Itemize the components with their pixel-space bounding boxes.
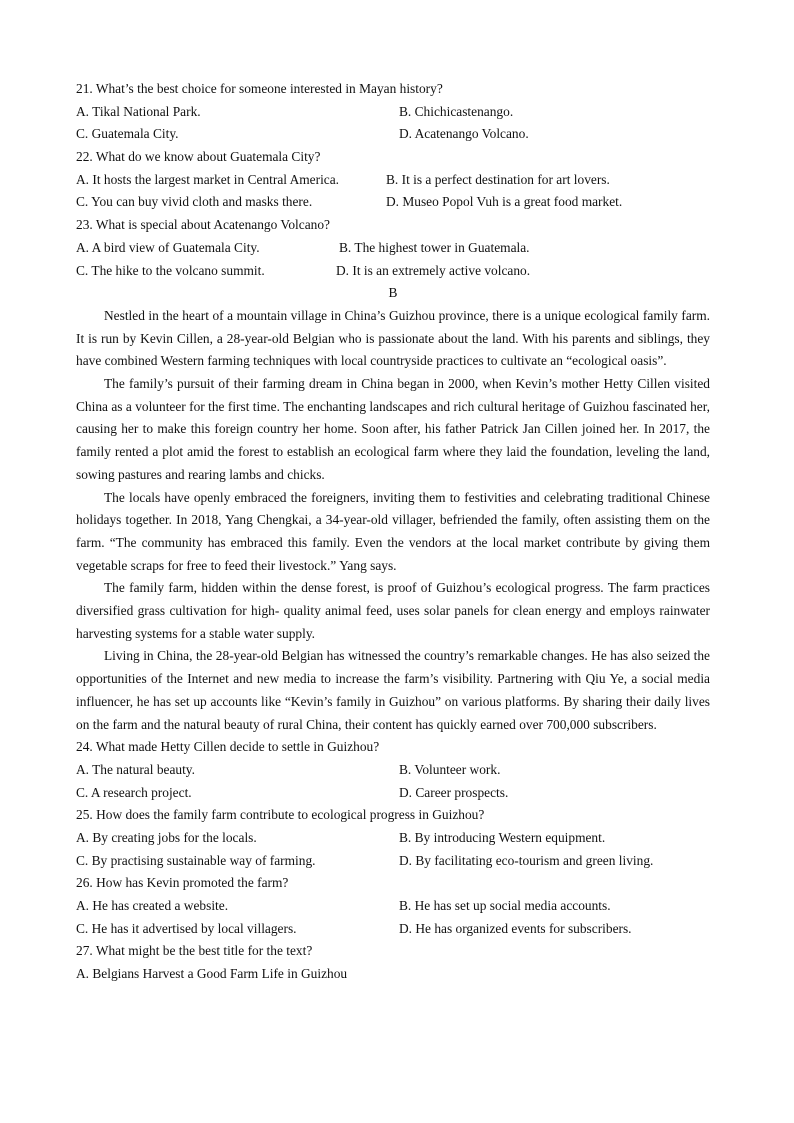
- question-22-options-row-2: [76, 191, 710, 214]
- question-26-stem: 26. How has Kevin promoted the farm?: [76, 875, 289, 891]
- q24-option-c[interactable]: C. A research project.: [76, 784, 192, 800]
- question-25-options-row-1: [76, 827, 710, 850]
- paragraph-text: The family farm, hidden within the dense forest, is proof of Guizhou’s ecological progress. The farm practices diversified grass cultivation for high- quality animal feed, uses solar panels for clean energy and employs rainwater harvesting systems for a stable water supply.: [76, 580, 710, 641]
- q27-option-a[interactable]: A. Belgians Harvest a Good Farm Life in Guizhou: [76, 966, 348, 982]
- q22-option-a[interactable]: A. It hosts the largest market in Central America.: [76, 171, 340, 187]
- question-25-options-row-2: [76, 850, 710, 873]
- q25-option-d[interactable]: D. By facilitating eco-tourism and green living.: [399, 852, 654, 868]
- question-24-stem: 24. What made Hetty Cillen decide to settle in Guizhou?: [76, 739, 380, 755]
- q26-option-a[interactable]: A. He has created a website.: [76, 898, 229, 914]
- passage-paragraph: [76, 305, 710, 373]
- question-22-options-row-1: [76, 169, 710, 192]
- q24-option-a[interactable]: A. The natural beauty.: [76, 761, 195, 777]
- q21-option-c[interactable]: C. Guatemala City.: [76, 126, 179, 142]
- question-23-options-row-1: [76, 237, 710, 260]
- q24-option-b[interactable]: B. Volunteer work.: [399, 761, 501, 777]
- q25-option-c[interactable]: C. By practising sustainable way of farming.: [76, 852, 316, 868]
- paragraph-text: The locals have openly embraced the foreigners, inviting them to festivities and celebrating traditional Chinese holidays together. In 2018, Yang Chengkai, a 34-year-old villager, befriended the family, often assisting them on the farm. “The community has embraced this family. Even the vendors at the local market contribute by giving them vegetable scraps for free to feed their livestock.” Yang says.: [76, 489, 710, 573]
- q23-option-a[interactable]: A. A bird view of Guatemala City.: [76, 239, 260, 255]
- question-24-options-row-2: [76, 782, 710, 805]
- q21-option-b[interactable]: B. Chichicastenango.: [399, 103, 514, 119]
- question-27-options-row-1: [76, 963, 710, 986]
- question-24-options-row-1: [76, 759, 710, 782]
- passage-paragraph: [76, 487, 710, 578]
- question-21-stem: 21. What’s the best choice for someone interested in Mayan history?: [76, 81, 443, 96]
- question-23-options-row-2: [76, 260, 710, 283]
- paragraph-text: Living in China, the 28-year-old Belgian has witnessed the country’s remarkable changes. He has also seized the opportunities of the Internet and new media to increase the farm’s visibility. Partnering with Qiu Ye, a social media influencer, he has set up accounts like “Kevin’s family in Guizhou” on various platforms. By sharing their daily lives on the farm and the natural beauty of rural China, their content has quickly earned over 700,000 subscribers.: [76, 648, 710, 732]
- q21-option-d[interactable]: D. Acatenango Volcano.: [399, 126, 529, 142]
- section-b-heading: B: [388, 285, 398, 301]
- q22-option-b[interactable]: B. It is a perfect destination for art lovers.: [386, 171, 610, 187]
- question-25-stem: 25. How does the family farm contribute to ecological progress in Guizhou?: [76, 807, 485, 823]
- question-21-options-row-1: [76, 101, 710, 124]
- q26-option-b[interactable]: B. He has set up social media accounts.: [399, 898, 611, 914]
- q23-option-d[interactable]: D. It is an extremely active volcano.: [336, 262, 531, 278]
- q24-option-d[interactable]: D. Career prospects.: [399, 784, 509, 800]
- q23-option-b[interactable]: B. The highest tower in Guatemala.: [339, 239, 530, 255]
- passage-paragraph: [76, 373, 710, 487]
- q26-option-c[interactable]: C. He has it advertised by local villagers.: [76, 920, 297, 936]
- question-21-options-row-2: [76, 123, 710, 146]
- exam-page: [76, 78, 710, 986]
- q22-option-d[interactable]: D. Museo Popol Vuh is a great food market.: [386, 194, 623, 210]
- q26-option-d[interactable]: D. He has organized events for subscribers.: [399, 920, 632, 936]
- q25-option-b[interactable]: B. By introducing Western equipment.: [399, 829, 606, 845]
- question-27-stem: 27. What might be the best title for the text?: [76, 943, 313, 959]
- paragraph-text: The family’s pursuit of their farming dream in China began in 2000, when Kevin’s mother Hetty Cillen visited China as a volunteer for the first time. The enchanting landscapes and rich cultural heritage of Guizhou fascinated her, causing her to make this foreign country her home. Soon after, his father Patrick Jan Cillen joined her. In 2017, the family rented a plot amid the forest to establish an ecological farm where they laid the foundation, leveling the land, sowing pastures and rearing lambs and chicks.: [76, 375, 710, 482]
- q22-option-c[interactable]: C. You can buy vivid cloth and masks there.: [76, 194, 313, 210]
- paragraph-text: Nestled in the heart of a mountain village in China’s Guizhou province, there is a unique ecological family farm. It is run by Kevin Cillen, a 28-year-old Belgian who is passionate about the land. With his parents and siblings, they have combined Western farming techniques with local countryside practices to cultivate an “ecological oasis”.: [76, 307, 710, 369]
- q23-option-c[interactable]: C. The hike to the volcano summit.: [76, 262, 265, 278]
- question-23-stem: 23. What is special about Acatenango Volcano?: [76, 217, 330, 233]
- question-26-options-row-2: [76, 918, 710, 941]
- q25-option-a[interactable]: A. By creating jobs for the locals.: [76, 829, 257, 845]
- passage-paragraph: [76, 577, 710, 645]
- q21-option-a[interactable]: A. Tikal National Park.: [76, 103, 201, 119]
- question-26-options-row-1: [76, 895, 710, 918]
- passage-paragraph: [76, 645, 710, 736]
- question-22-stem: 22. What do we know about Guatemala City?: [76, 149, 321, 165]
